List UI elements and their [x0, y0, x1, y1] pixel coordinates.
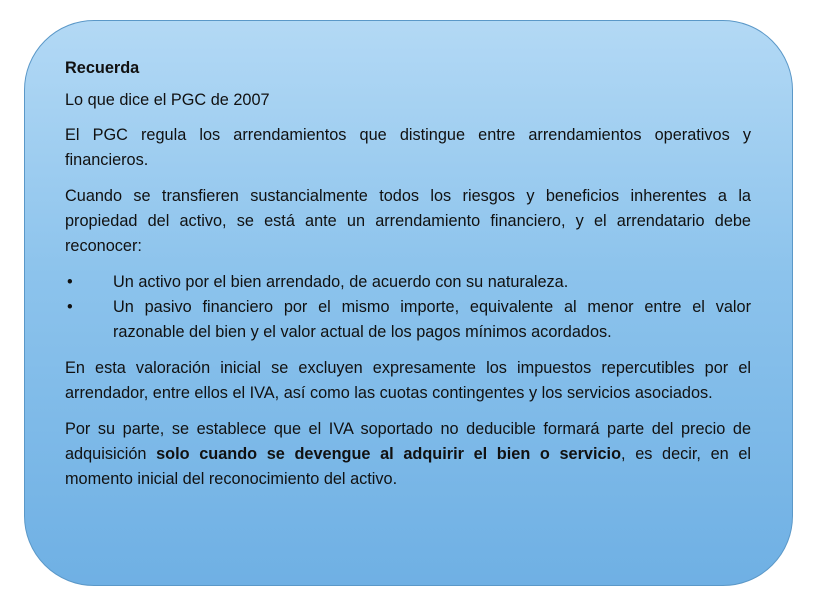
bullet-icon: • — [67, 298, 73, 316]
paragraph-iva-text-after: , es decir, en el momento inicial del reconocimiento del activo. — [65, 445, 751, 488]
callout-title: Recuerda — [65, 59, 140, 77]
bullet-list — [65, 270, 751, 345]
list-item-text: Un pasivo financiero por el mismo importe, equivalente al menor entre el valor razonable del bien y el valor actual de los pagos mínimos acordados. — [113, 298, 751, 341]
paragraph-iva-bold-text: solo cuando se devengue al adquirir el bien o servicio — [156, 445, 622, 463]
paragraph-valoracion-inicial: En esta valoración inicial se excluyen expresamente los impuestos repercutibles por el arrendador, entre ellos el IVA, así como las cuotas contingentes y los servicios asociados. — [65, 359, 751, 402]
callout-content — [65, 56, 751, 503]
paragraph-iva-text-before: Por su parte, se establece que el IVA soportado no deducible formará parte del precio de adquisición — [65, 420, 751, 463]
list-item-text: Un activo por el bien arrendado, de acuerdo con su naturaleza. — [113, 273, 569, 291]
list-item — [65, 270, 751, 295]
paragraph-iva-soportado — [65, 417, 751, 492]
paragraph-arrendamientos: El PGC regula los arrendamientos que distingue entre arrendamientos operativos y financieros. — [65, 126, 751, 169]
bullet-icon: • — [67, 273, 73, 291]
paragraph-arrendamiento-financiero: Cuando se transfieren sustancialmente todos los riesgos y beneficios inherentes a la propiedad del activo, se está ante un arrendamiento financiero, y el arrendatario debe reconocer: — [65, 187, 751, 255]
callout-subtitle: Lo que dice el PGC de 2007 — [65, 91, 270, 109]
list-item — [65, 295, 751, 345]
